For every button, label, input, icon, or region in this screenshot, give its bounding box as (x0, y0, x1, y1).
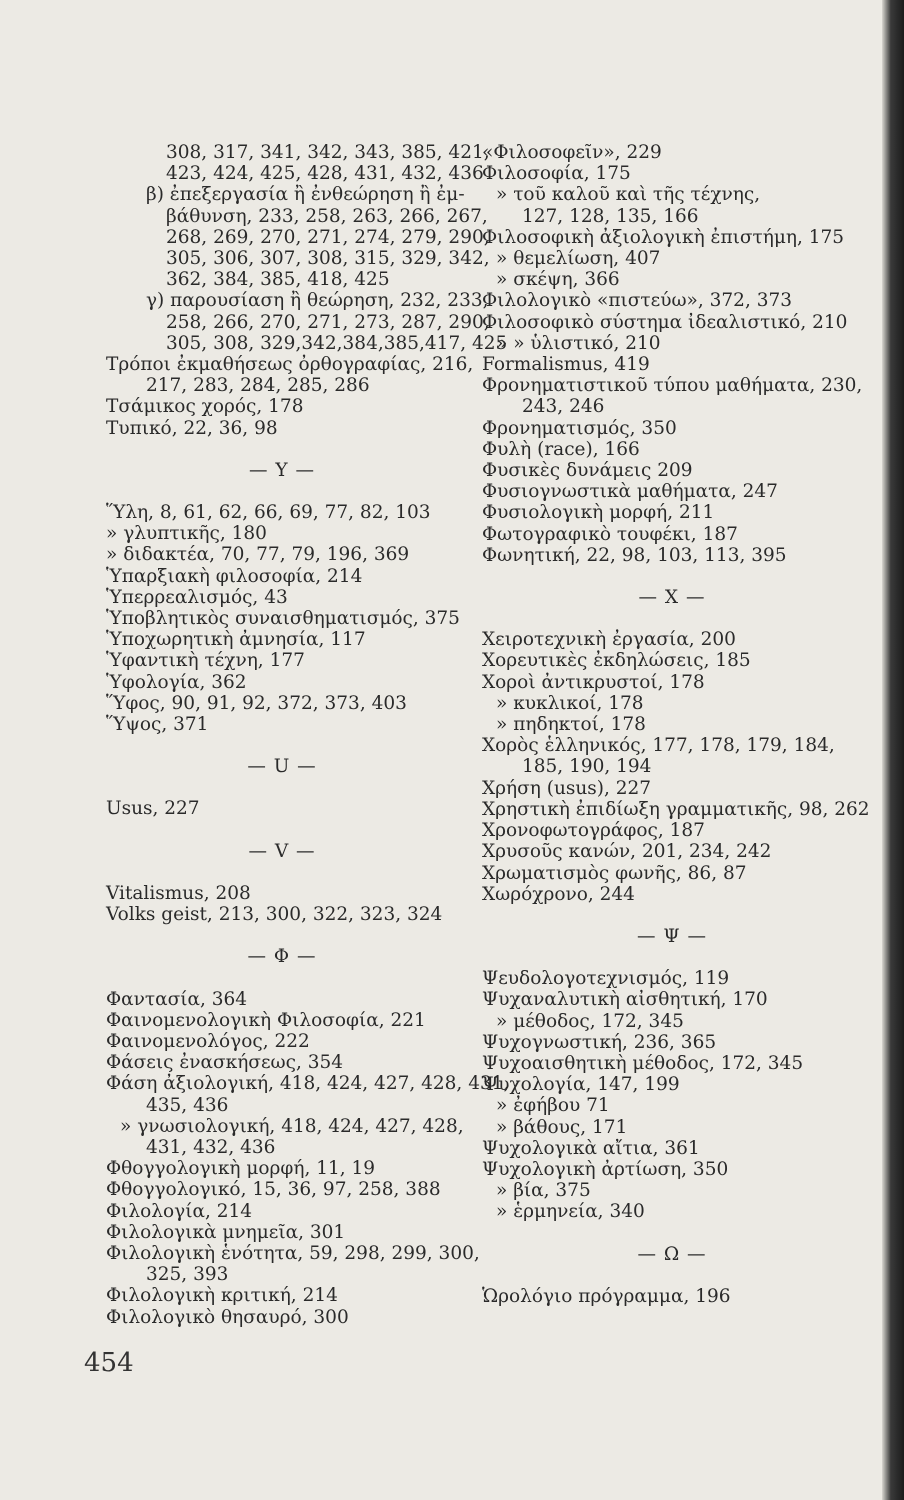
section-heading: — Χ — (638, 587, 706, 609)
index-entry: » διδακτέα, 70, 77, 79, 196, 369 (106, 544, 410, 566)
index-entry: Ὑφολογία, 362 (106, 671, 247, 693)
index-entry: Vitalismus, 208 (106, 882, 251, 904)
index-entry: 423, 424, 425, 428, 431, 432, 436 (166, 163, 484, 185)
index-entry: 325, 393 (146, 1264, 229, 1286)
index-entry: Ψυχολογία, 147, 199 (482, 1074, 680, 1096)
index-entry: » πηδηκτοί, 178 (496, 714, 646, 736)
index-entry: 127, 128, 135, 166 (522, 205, 699, 227)
index-entry: Ὑφαντικὴ τέχνη, 177 (106, 650, 305, 672)
index-entry: Ὕφος, 90, 91, 92, 372, 373, 403 (106, 692, 407, 714)
index-entry: Φιλολογικὴ ἑνότητα, 59, 298, 299, 300, (106, 1242, 480, 1264)
index-entry: 305, 306, 307, 308, 315, 329, 342, (166, 248, 490, 270)
index-entry: β) ἐπεξεργασία ἢ ἐνθεώρηση ἢ ἐμ- (146, 184, 465, 206)
index-column-left (106, 142, 510, 1328)
index-entry: » ἑρμηνεία, 340 (496, 1201, 645, 1223)
index-entry: Χορευτικὲς ἐκδηλώσεις, 185 (482, 650, 751, 672)
index-entry: 217, 283, 284, 285, 286 (146, 375, 370, 397)
index-entry: Χοροὶ ἀντικρυστοί, 178 (482, 671, 705, 693)
index-entry: Formalismus, 419 (482, 354, 650, 376)
section-heading: — V — (248, 840, 316, 862)
section-heading: — Ψ — (637, 925, 707, 947)
index-entry: Τσάμικος χορός, 178 (106, 396, 304, 418)
index-entry: Ὑποβλητικὸς συναισθηματισμός, 375 (106, 608, 460, 630)
index-entry: Φθογγολογικὴ μορφή, 11, 19 (106, 1158, 376, 1180)
index-entry: » θεμελίωση, 407 (496, 248, 661, 270)
index-entry: Φάση ἀξιολογική, 418, 424, 427, 428, 431, (106, 1073, 510, 1095)
section-heading: — Υ — (249, 459, 315, 481)
index-entry: Ὡρολόγιο πρόγραμμα, 196 (482, 1285, 731, 1307)
index-entry: » γνωσιολογική, 418, 424, 427, 428, (120, 1115, 464, 1137)
index-entry: Φιλολογικὸ θησαυρό, 300 (106, 1306, 349, 1328)
section-heading: — U — (247, 756, 317, 778)
index-entry: 305, 308, 329,342,384,385,417, 425 (166, 332, 508, 354)
index-entry: 185, 190, 194 (522, 756, 652, 778)
section-heading: — Ω — (637, 1243, 707, 1265)
index-entry: Φυσιολογικὴ μορφή, 211 (482, 502, 715, 524)
index-entry: 431, 432, 436 (146, 1136, 276, 1158)
index-entry: Φυσικὲς δυνάμεις 209 (482, 460, 693, 482)
index-entry: Ψυχογνωστική, 236, 365 (482, 1031, 717, 1053)
index-entry: Φιλολογικὸ «πιστεύω», 372, 373 (482, 290, 793, 312)
index-entry: Ψυχαναλυτικὴ αἰσθητική, 170 (482, 989, 768, 1011)
index-entry: Τυπικό, 22, 36, 98 (106, 417, 278, 439)
index-entry: » σκέψη, 366 (496, 269, 620, 291)
index-entry: Ὕψος, 371 (106, 714, 209, 736)
index-entry: Ὑπερρεαλισμός, 43 (106, 586, 288, 608)
index-entry: Χρυσοῦς κανών, 201, 234, 242 (482, 841, 772, 863)
index-entry: Χωρόχρονο, 244 (482, 883, 635, 905)
index-entry: Φωνητική, 22, 98, 103, 113, 395 (482, 544, 787, 566)
index-entry: 268, 269, 270, 271, 274, 279, 290, (166, 226, 490, 248)
index-entry: Φωτογραφικὸ τουφέκι, 187 (482, 523, 738, 545)
index-entry: βάθυνση, 233, 258, 263, 266, 267, (166, 205, 488, 227)
index-entry: Φυλὴ (race), 166 (482, 438, 640, 460)
index-entry: » κυκλικοί, 178 (496, 692, 644, 714)
index-entry: 308, 317, 341, 342, 343, 385, 421, (166, 142, 490, 163)
section-heading: — Φ — (247, 946, 317, 968)
index-entry: Ὕλη, 8, 61, 62, 66, 69, 77, 82, 103 (106, 502, 431, 524)
index-entry: Ψευδολογοτεχνισμός, 119 (482, 968, 730, 990)
index-entry: Φιλολογία, 214 (106, 1200, 253, 1222)
index-entry: Χρηστικὴ ἐπιδίωξη γραμματικῆς, 98, 262 (482, 798, 870, 820)
index-entry: Φυσιογνωστικὰ μαθήματα, 247 (482, 481, 778, 503)
page-edge-shadow (882, 0, 904, 1500)
index-entry: 243, 246 (522, 396, 605, 418)
index-entry: » βάθους, 171 (496, 1116, 628, 1138)
page-number: 454 (84, 1348, 134, 1378)
index-column-right (482, 142, 870, 1307)
index-entry: Φαντασία, 364 (106, 988, 248, 1010)
index-entry: Φθογγολογικό, 15, 36, 97, 258, 388 (106, 1179, 441, 1201)
index-entry: Ὑποχωρητικὴ ἀμνησία, 117 (106, 629, 366, 651)
index-entry: Φιλοσοφικὴ ἀξιολογικὴ ἐπιστήμη, 175 (482, 226, 845, 248)
index-entry: Φάσεις ἐνασκήσεως, 354 (106, 1052, 344, 1074)
index-entry: Ψυχολογικὰ αἴτια, 361 (482, 1137, 700, 1159)
index-entry: Φιλολογικὴ κριτική, 214 (106, 1285, 338, 1307)
index-entry: Τρόποι ἐκμαθήσεως ὀρθογραφίας, 216, (106, 354, 474, 376)
index-entry: Χρονοφωτογράφος, 187 (482, 820, 705, 842)
index-entry: » γλυπτικῆς, 180 (106, 523, 267, 545)
index-entry: Χειροτεχνικὴ ἐργασία, 200 (482, 629, 736, 651)
index-entry: Χρήση (usus), 227 (482, 777, 652, 799)
index-entry: Φαινομενολόγος, 222 (106, 1030, 310, 1052)
index-entry: γ) παρουσίαση ἢ θεώρηση, 232, 233, (146, 290, 489, 312)
index-entry: » τοῦ καλοῦ καὶ τῆς τέχνης, (496, 184, 761, 206)
index-entry: Φρονηματιστικοῦ τύπου μαθήματα, 230, (482, 375, 863, 397)
index-entry: Usus, 227 (106, 798, 200, 820)
index-entry: 362, 384, 385, 418, 425 (166, 269, 390, 291)
index-entry: » μέθοδος, 172, 345 (496, 1010, 684, 1032)
index-entry: Ψυχολογικὴ ἀρτίωση, 350 (482, 1158, 729, 1180)
index-entry: Χρωματισμὸς φωνῆς, 86, 87 (482, 862, 747, 884)
index-entry: Φιλολογικὰ μνημεῖα, 301 (106, 1221, 346, 1243)
index-entry: Ψυχοαισθητικὴ μέθοδος, 172, 345 (482, 1052, 804, 1074)
index-entry: » βία, 375 (496, 1180, 591, 1202)
index-entry: Volks geist, 213, 300, 322, 323, 324 (106, 904, 443, 926)
index-entry: «Φιλοσοφεῖν», 229 (482, 142, 662, 163)
index-entry: Φρονηματισμός, 350 (482, 417, 677, 439)
index-entry: » » ὑλιστικό, 210 (496, 332, 661, 354)
index-entry: Χορὸς ἑλληνικός, 177, 178, 179, 184, (482, 735, 835, 757)
index-entry: 435, 436 (146, 1094, 229, 1116)
index-entry: Φαινομενολογικὴ Φιλοσοφία, 221 (106, 1009, 426, 1031)
index-entry: Ὑπαρξιακὴ φιλοσοφία, 214 (106, 565, 363, 587)
index-entry: » ἐφήβου 71 (496, 1095, 610, 1117)
index-entry: Φιλοσοφικὸ σύστημα ἰδεαλιστικό, 210 (482, 311, 848, 333)
index-entry: Φιλοσοφία, 175 (482, 163, 631, 185)
index-entry: 258, 266, 270, 271, 273, 287, 290, (166, 311, 490, 333)
